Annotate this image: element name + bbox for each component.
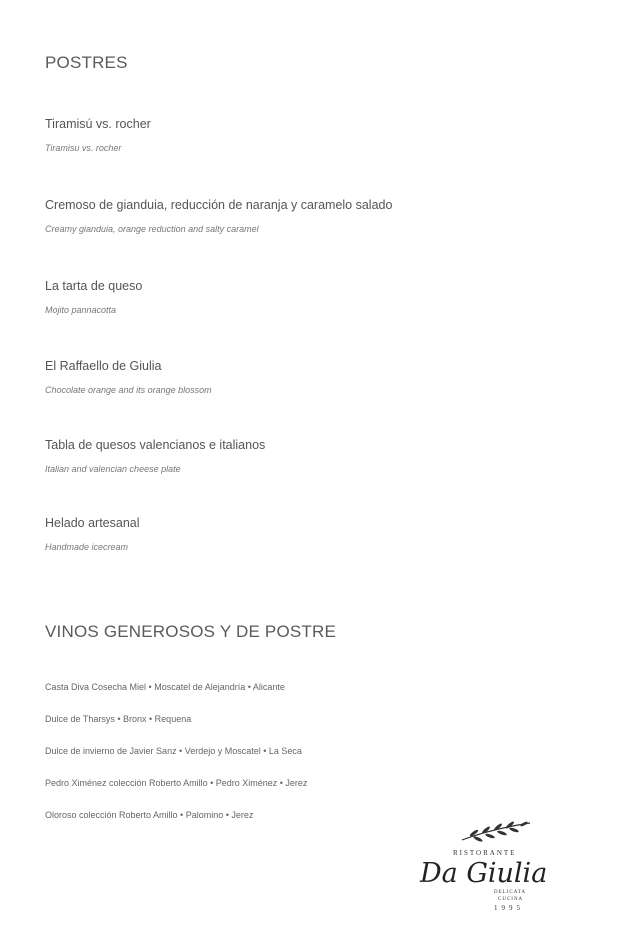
wine-item: Oloroso colección Roberto Amillo • Palomino • Jerez: [45, 810, 254, 820]
dessert-description: Handmade icecream: [45, 542, 129, 552]
dessert-description: Creamy gianduia, orange reduction and salty caramel: [45, 224, 259, 234]
desserts-title: POSTRES: [45, 53, 128, 72]
dessert-description: Chocolate orange and its orange blossom: [45, 385, 212, 395]
wines-title: VINOS GENEROSOS Y DE POSTRE: [45, 622, 337, 641]
dessert-item: [45, 116, 605, 153]
wine-item: Casta Diva Cosecha Miel • Moscatel de Alejandría • Alicante: [45, 682, 285, 692]
logo-sub-text-1: DELICATA: [494, 890, 527, 895]
logo-top-text: RISTORANTE: [453, 849, 517, 857]
wine-item: Pedro Ximénez colección Roberto Amillo • Pedro Ximénez • Jerez: [45, 778, 308, 788]
dessert-name: Cremoso de gianduia, reducción de naranja y caramelo salado: [45, 198, 393, 212]
dessert-name: La tarta de queso: [45, 279, 143, 293]
dessert-item: [45, 197, 605, 234]
dessert-item: [45, 515, 605, 552]
dessert-description: Italian and valencian cheese plate: [45, 464, 181, 474]
olive-branch-icon: [458, 820, 534, 844]
dessert-item: [45, 358, 605, 395]
wine-item: Dulce de invierno de Javier Sanz • Verdejo y Moscatel • La Seca: [45, 746, 302, 756]
logo-year: 1995: [494, 904, 524, 912]
dessert-item: [45, 437, 605, 474]
logo-script-text: Da Giulia: [420, 858, 548, 889]
wine-item: Dulce de Tharsys • Bronx • Requena: [45, 714, 192, 724]
dessert-description: Tiramisu vs. rocher: [45, 143, 122, 153]
dessert-name: Helado artesanal: [45, 516, 140, 530]
dessert-description: Mojito pannacotta: [45, 305, 117, 315]
restaurant-logo: [418, 818, 553, 943]
logo-sub-text-2: CUCINA: [498, 897, 524, 902]
dessert-name: Tiramisú vs. rocher: [45, 117, 151, 131]
dessert-item: [45, 278, 605, 315]
dessert-name: El Raffaello de Giulia: [45, 359, 162, 373]
dessert-name: Tabla de quesos valencianos e italianos: [45, 438, 266, 452]
